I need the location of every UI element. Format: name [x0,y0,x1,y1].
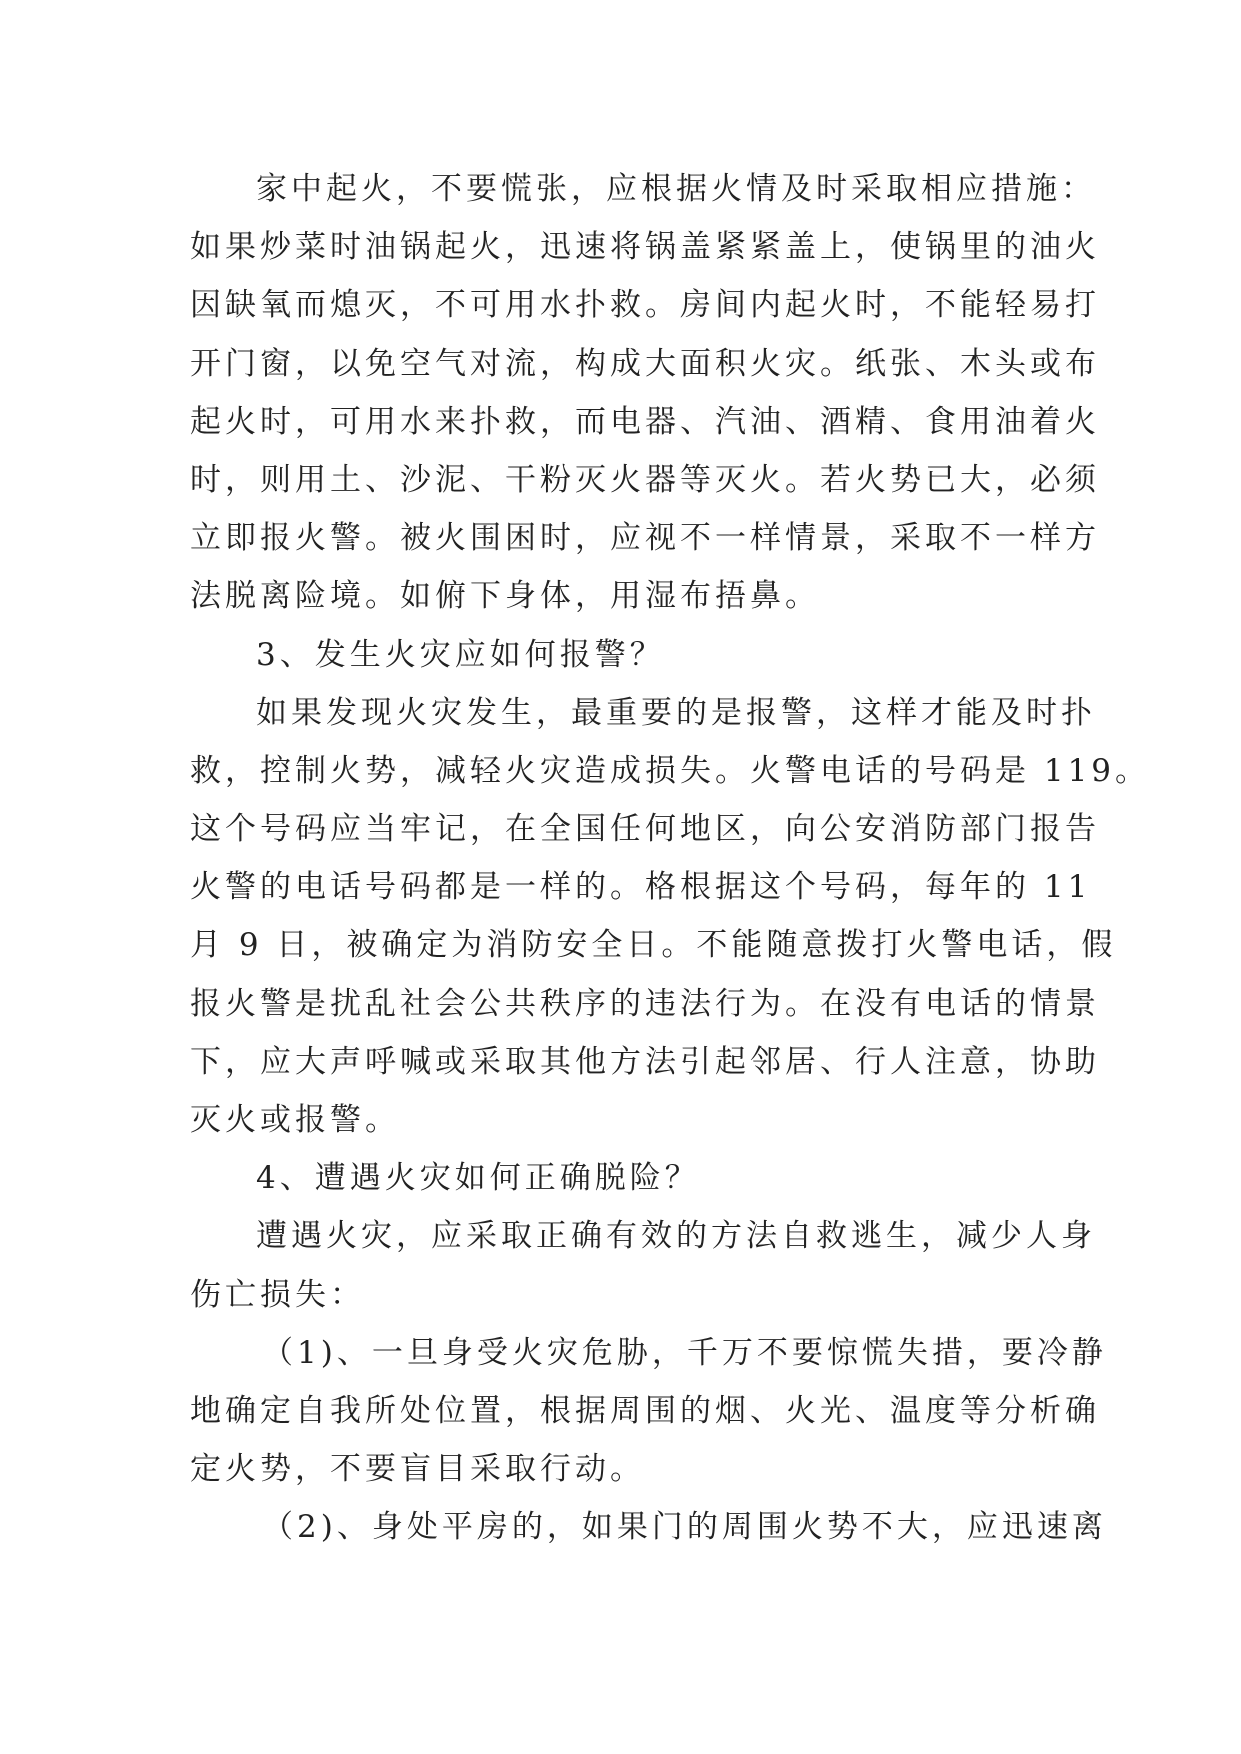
text-line: 如果炒菜时油锅起火，迅速将锅盖紧紧盖上，使锅里的油火 [190,229,1100,266]
text-line: 因缺氧而熄灭，不可用水扑救。房间内起火时，不能轻易打 [190,287,1100,324]
section-heading: 4、遭遇火灾如何正确脱险？ [256,1160,700,1197]
text-line: 遭遇火灾，应采取正确有效的方法自救逃生，减少人身 [256,1218,1096,1255]
text-line: 如果发现火灾发生，最重要的是报警，这样才能及时扑 [256,694,1096,731]
text-line: 月 9 日，被确定为消防安全日。不能随意拨打火警电话，假 [190,927,1117,964]
text-line: 灭火或报警。 [190,1102,400,1138]
text-line: 这个号码应当牢记，在全国任何地区，向公安消防部门报告 [190,811,1100,848]
text-line: 家中起火，不要慌张，应根据火情及时采取相应措施： [256,171,1096,207]
text-line: 法脱离险境。如俯下身体，用湿布捂鼻。 [190,578,820,615]
text-line: 地确定自我所处位置，根据周围的烟、火光、温度等分析确 [190,1392,1100,1429]
text-line: 定火势，不要盲目采取行动。 [190,1451,645,1488]
text-line: 火警的电话号码都是一样的。格根据这个号码，每年的 11 [190,869,1092,906]
text-line: 下，应大声呼喊或采取其他方法引起邻居、行人注意，协助 [190,1043,1100,1080]
text-line: 开门窗，以免空气对流，构成大面积火灾。纸张、木头或布 [190,345,1100,382]
text-line: 报火警是扰乱社会公共秩序的违法行为。在没有电话的情景 [190,985,1100,1022]
document-body [190,160,1151,1557]
section-heading: 3、发生火灾应如何报警？ [256,636,665,673]
text-line: 伤亡损失： [190,1276,365,1313]
text-line: 起火时，可用水来扑救，而电器、汽油、酒精、食用油着火 [190,403,1100,440]
list-item-line: （1)、一旦身受火灾危胁，千万不要惊慌失措，要冷静 [262,1334,1107,1371]
text-line: 救，控制火势，减轻火灾造成损失。火警电话的号码是 119。 [190,752,1151,789]
text-line: 立即报火警。被火围困时，应视不一样情景，采取不一样方 [190,520,1100,557]
text-line: 时，则用土、沙泥、干粉灭火器等灭火。若火势已大，必须 [190,461,1100,498]
list-item-line: （2)、身处平房的，如果门的周围火势不大，应迅速离 [262,1509,1107,1546]
